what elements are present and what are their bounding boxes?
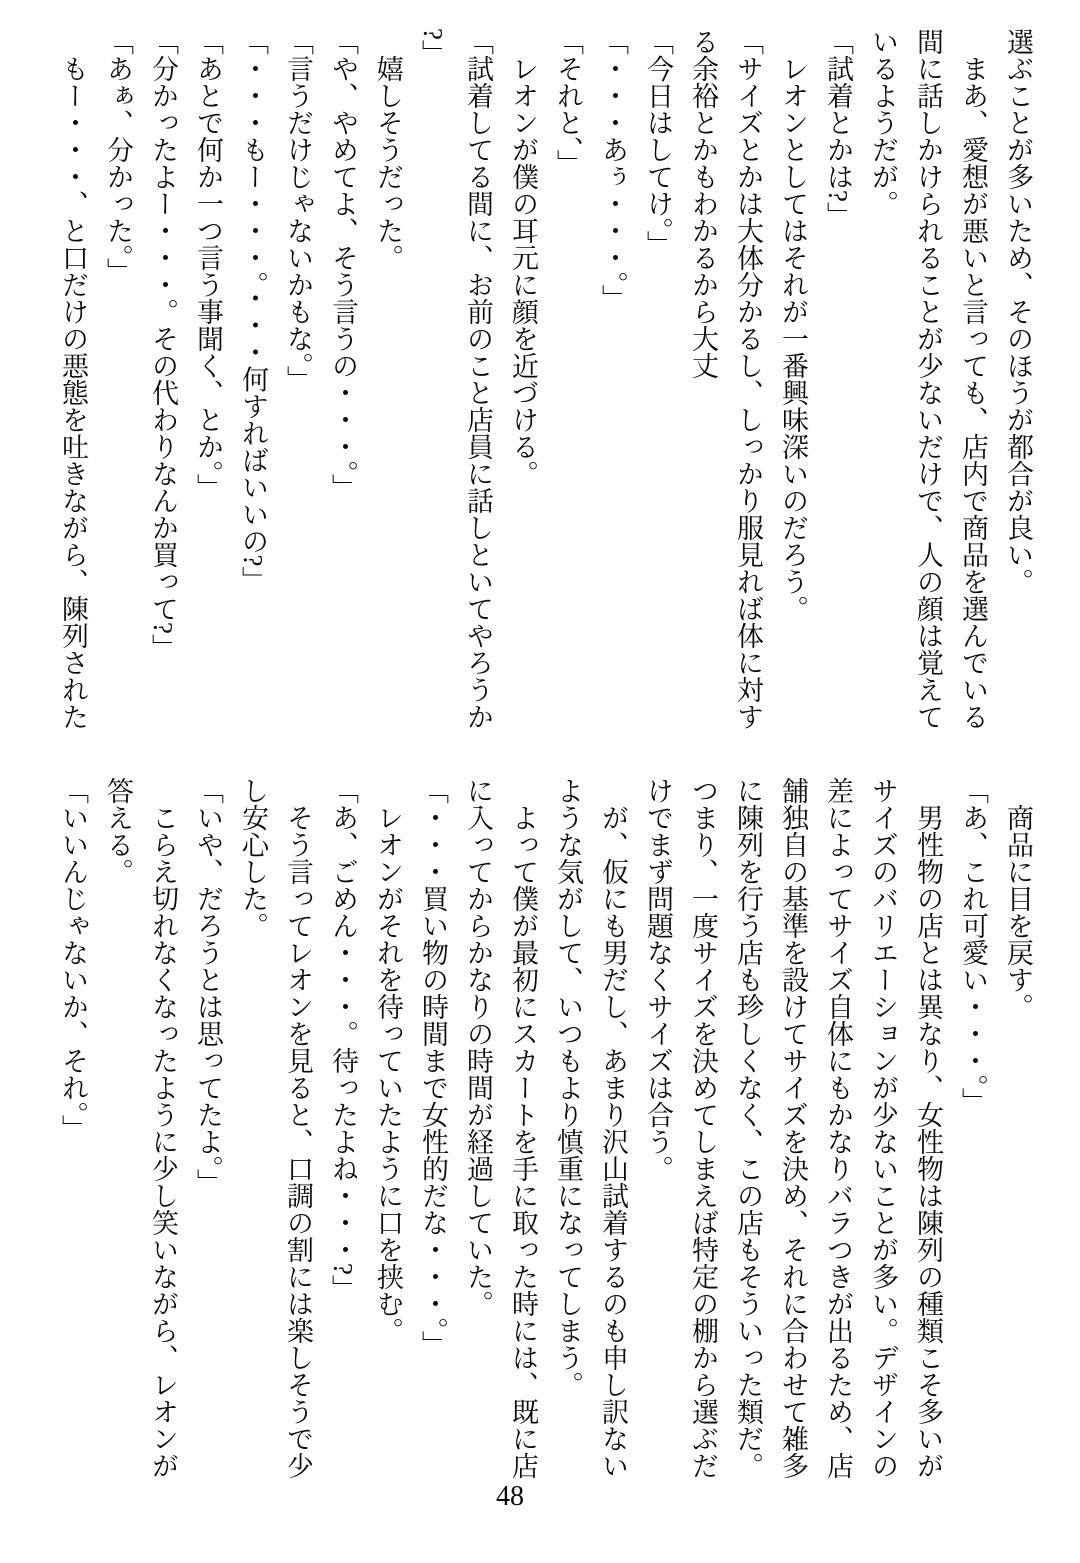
- narration-paragraph: レオンがそれを待っていたように口を挟む。: [373, 804, 403, 1344]
- narration-paragraph: 男性物の店とは異なり、女性物は陳列の種類こそ多いがサイズのバリエーションが少ないことが多い。デザインの差によってサイズ自体にもかなりバラつきが出るため、店舗独自の基準を設けてサイズを決め、それに合わせて雑多に陳列を行う店も珍しくなく、この店もそういった類だ。つまり、一度サイズを決めてしまえば特定の棚から選ぶだけでまず問題なくサイズは合う。: [643, 777, 943, 1479]
- dialogue-paragraph: 「いいんじゃないか、それ。」: [58, 777, 88, 1142]
- narration-paragraph: よって僕が最初にスカートを手に取った時には、既に店に入ってからかなりの時間が経過していた。: [463, 777, 538, 1479]
- dialogue-paragraph: 「試着してる間に、お前のこと店員に話しといてやろうか?」: [418, 28, 493, 730]
- narration-paragraph: 選ぶことが多いため、そのほうが都合が良い。: [1003, 28, 1033, 595]
- dialogue-paragraph: 「今日はしてけ。」: [643, 28, 673, 258]
- dialogue-paragraph: 「分かったよー・・・。その代わりなんか買って?」: [148, 28, 178, 661]
- dialogue-paragraph: 「・・・買い物の時間まで女性的だな・・・。」: [418, 777, 448, 1358]
- bottom-text-block: [50, 777, 1040, 1483]
- narration-paragraph: そう言ってレオンを見ると、口調の割には楽しそうで少し安心した。: [238, 777, 313, 1479]
- narration-paragraph: レオンとしてはそれが一番興味深いのだろう。: [778, 55, 808, 622]
- top-text-block: [50, 28, 1040, 734]
- dialogue-paragraph: 「あとで何か一つ言う事聞く、とか。」: [193, 28, 223, 501]
- dialogue-paragraph: 「試着とかは?」: [823, 28, 853, 229]
- dialogue-paragraph: 「・・・あぅ・・・。」: [598, 28, 628, 312]
- dialogue-paragraph: 「サイズとかは大体分かるし、しっかり服見れば体に対する余裕とかもわかるから大丈: [688, 28, 763, 730]
- dialogue-paragraph: 「や、やめてよ、そう言うの・・・。」: [328, 28, 358, 501]
- narration-paragraph: こらえ切れなくなったように少し笑いながら、レオンが答える。: [103, 777, 178, 1479]
- dialogue-paragraph: 「あ、ごめん・・・。待ったよね・・・?」: [328, 777, 358, 1302]
- dialogue-paragraph: 「言うだけじゃないかもな。」: [283, 28, 313, 393]
- narration-paragraph: レオンが僕の耳元に顔を近づける。: [508, 55, 538, 487]
- dialogue-paragraph: 「それと、」: [553, 28, 583, 177]
- page-number: 48: [496, 1481, 524, 1512]
- dialogue-paragraph: 「・・・もー・・・。・・・何すればいいの?」: [238, 28, 268, 594]
- dialogue-paragraph: 「あ、これ可愛い・・・。」: [958, 777, 988, 1115]
- narration-paragraph: が、仮にも男だし、あまり沢山試着するのも申し訳ないような気がして、いつもより慎重になってしまう。: [553, 777, 628, 1479]
- narration-paragraph: まあ、愛想が悪いと言っても、店内で商品を選んでいる間に話しかけられることが少ないだけで、人の顔は覚えているようだが。: [868, 28, 988, 730]
- dialogue-paragraph: 「あぁ、分かった。」: [103, 28, 133, 285]
- narration-paragraph: 商品に目を戻す。: [1003, 804, 1033, 1020]
- narration-paragraph: 嬉しそうだった。: [373, 55, 403, 271]
- narration-paragraph: もー・・・、と口だけの悪態を吐きながら、陳列された: [58, 55, 88, 730]
- dialogue-paragraph: 「いや、だろうとは思ってたよ。」: [193, 777, 223, 1196]
